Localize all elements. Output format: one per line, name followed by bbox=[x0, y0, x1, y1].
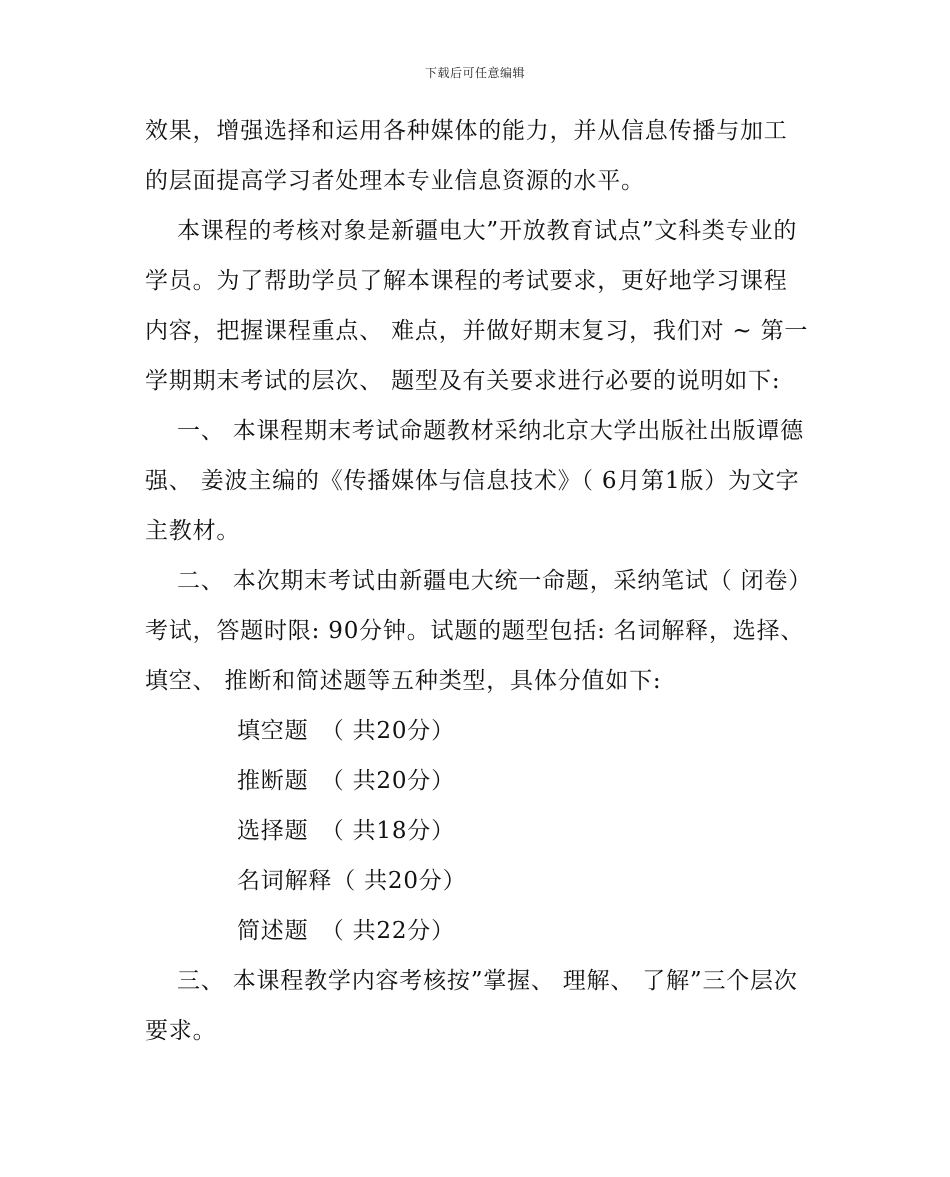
score-item-short-answer: 简述题 （ 共22分） bbox=[237, 918, 455, 944]
score-item-multiple-choice: 选择题 （ 共18分） bbox=[237, 818, 455, 844]
score-item-judgment: 推断题 （ 共20分） bbox=[237, 768, 455, 794]
score-item-term-explanation: 名词解释（ 共20分） bbox=[237, 868, 467, 894]
paragraph-5: 三、 本课程教学内容考核按”掌握、 理解、 了解”三个层次要求。 bbox=[145, 968, 798, 1044]
document-body bbox=[145, 106, 810, 1056]
paragraph-4: 二、 本次期末考试由新疆电大统一命题，采纳笔试（ 闭卷）考试，答题时限: 90分钟。试题的题型包括: 名词解释，选择、填空、 推断和简述题等五种类型，具体分值如下: bbox=[145, 568, 805, 694]
paragraph-1: 效果，增强选择和运用各种媒体的能力，并从信息传播与加工的层面提高学习者处理本专业信息资源的水平。 bbox=[145, 118, 788, 194]
score-list bbox=[145, 706, 810, 956]
paragraph-2: 本课程的考核对象是新疆电大”开放教育试点”文科类专业的学员。为了帮助学员了解本课程的考试要求，更好地学习课程内容，把握课程重点、 难点，并做好期末复习，我们对 ~ 第一学期期末考试的层次、 题型及有关要求进行必要的说明如下: bbox=[145, 218, 809, 394]
score-item-fill-blank: 填空题 （ 共20分） bbox=[237, 718, 455, 744]
paragraph-3: 一、 本课程期末考试命题教材采纳北京大学出版社出版谭德强、 姜波主编的《传播媒体与信息技术》（ 6月第1版）为文字主教材。 bbox=[145, 418, 804, 544]
page-header: 下载后可任意编辑 bbox=[424, 66, 525, 80]
